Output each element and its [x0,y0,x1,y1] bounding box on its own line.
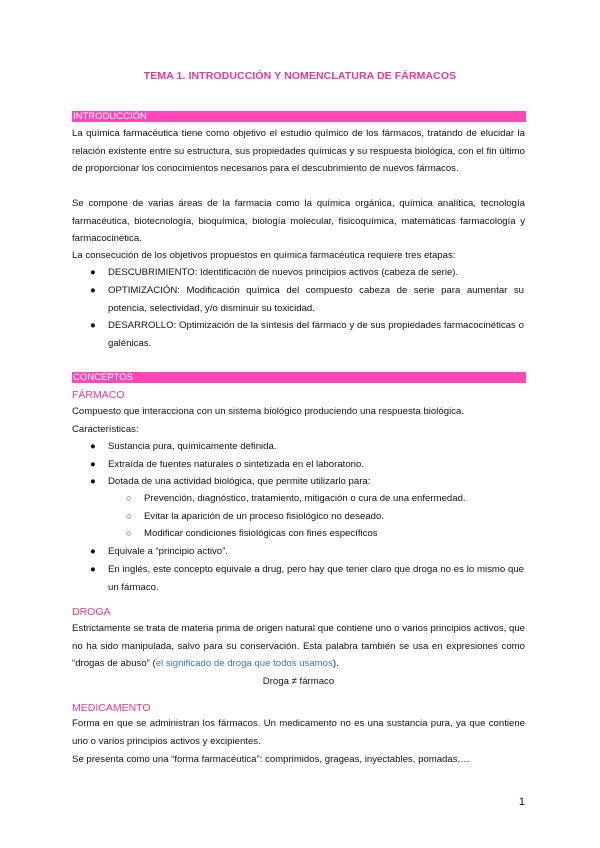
hollow-bullet-icon: ○ [126,493,132,503]
farmaco-characteristics-label: Características: [72,424,139,435]
list-item-text: OPTIMIZACIÓN: Modificación química del compuesto cabeza de serie para aumentar su potencia, selectividad, y/o disminuir su toxicidad. [108,285,524,314]
document-title: TEMA 1. INTRODUCCIÓN Y NOMENCLATURA DE FÁRMACOS [143,70,457,82]
section-header-introduccion: INTRODUCCIÓN [72,111,526,122]
medicamento-forms: Se presenta como una “forma farmacéutica”: comprimidos, grageas, inyectables, pomadas,… [72,754,470,765]
medicamento-definition: Forma en que se administran los fármacos. Un medicamento no es una sustancia pura, ya que contiene uno o varios principios activos y excipientes. [72,718,525,747]
droga-definition [72,620,525,673]
bullet-icon: ● [90,564,96,575]
bullet-icon: ● [90,320,96,331]
intro-paragraph-2: Se compone de varias áreas de la farmacia como la química orgánica, química analítica, tecnología farmacéutica, biotecnología, bioquímica, biología molecular, fisicoquímica, matemáticas farmacología y farmacocinética. [72,198,525,245]
bullet-icon: ● [90,459,96,470]
list-item-text: Sustancia pura, químicamente definida. [108,441,277,452]
list-item-text: DESARROLLO: Optimización de la síntesis del fármaco y de sus propiedades farmacocinéticas o galénicas. [108,320,524,349]
bullet-icon: ● [90,285,96,296]
list-item-text: Evitar la aparición de un proceso fisiológico no deseado. [144,511,384,522]
droga-link[interactable]: el significado de droga que todos usamos [155,658,333,670]
list-item-text: Equivale a “principio activo”. [108,546,228,557]
list-item-text: DESCUBRIMIENTO: Identificación de nuevos principios activos (cabeza de serie). [108,267,459,278]
bullet-icon: ● [90,546,96,557]
bullet-icon: ● [90,441,96,452]
bullet-icon: ● [90,476,96,487]
page-number: 1 [518,796,525,808]
hollow-bullet-icon: ○ [126,511,132,521]
list-item-text: Modificar condiciones fisiológicas con fines específicos [144,528,378,539]
list-item-text: En inglés, este concepto equivale a drug, pero hay que tener claro que droga no es lo mismo que un fármaco. [108,564,524,593]
droga-comparison: Droga ≠ fármaco [262,676,335,687]
list-item-text: Extraída de fuentes naturales o sintetizada en el laboratorio. [108,459,364,470]
section-header-conceptos: CONCEPTOS [72,372,526,383]
list-item-text: Prevención, diagnóstico, tratamiento, mitigación o cura de una enfermedad. [144,493,466,504]
intro-paragraph-3: La consecución de los objetivos propuestos en química farmacéutica requiere tres etapas: [72,250,456,261]
bullet-icon: ● [90,267,96,278]
list-item-text: Dotada de una actividad biológica, que permite utilizarlo para: [108,476,371,487]
hollow-bullet-icon: ○ [126,528,132,538]
subheader-medicamento: MEDICAMENTO [72,702,151,714]
subheader-droga: DROGA [72,606,111,618]
droga-text: Estrictamente se trata de materia prima de origen natural que contiene uno o varios principios activos, que no ha sido manipulada, salvo para su conservación. Esta palabra también se usa en expresiones como “drogas de abuso” ( [72,623,525,670]
subheader-farmaco: FÁRMACO [72,389,125,401]
droga-text-end: ). [332,658,339,670]
intro-paragraph-1: La química farmacéutica tiene como objetivo el estudio químico de los fármacos, tratando de elucidar la relación existente entre su estructura, sus propiedades químicas y su respuesta biológica, con el fin último de proporcionar los conocimientos necesarios para el descubrimiento de nuevos fármacos. [72,128,525,175]
farmaco-definition: Compuesto que interacciona con un sistema biológico produciendo una respuesta biológica. [72,406,464,417]
